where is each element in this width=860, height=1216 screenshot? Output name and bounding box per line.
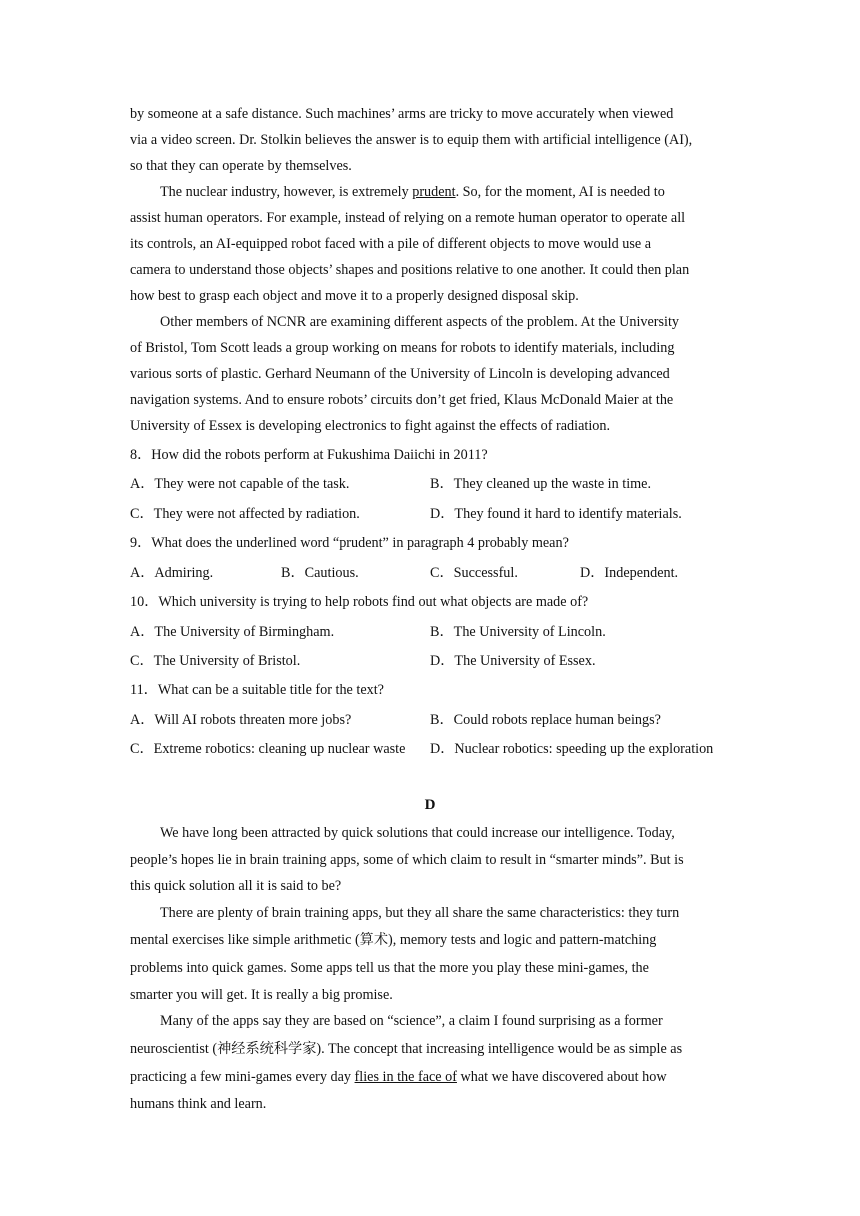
paragraph-line: humans think and learn. (130, 1096, 267, 1112)
paragraph-line: navigation systems. And to ensure robots’ circuits don’t get fried, Klaus McDonald Maier at the (130, 392, 674, 408)
paragraph-line: by someone at a safe distance. Such machines’ arms are tricky to move accurately when viewed (130, 106, 674, 122)
paragraph-line: neuroscientist (神经系统科学家). The concept that increasing intelligence would be as simple as (130, 1041, 683, 1057)
option-b: B．They cleaned up the waste in time. (430, 476, 652, 492)
option-a: A．The University of Birmingham. (130, 624, 335, 640)
text-span: . So, for the moment, AI is needed to (455, 184, 665, 200)
paragraph-line: this quick solution all it is said to be? (130, 878, 342, 894)
text-span: The nuclear industry, however, is extremely (160, 184, 413, 200)
option-b: B．Cautious. (281, 565, 359, 581)
option-d: D．Independent. (580, 565, 679, 581)
paragraph-line: various sorts of plastic. Gerhard Neumann of the University of Lincoln is developing advanced (130, 366, 670, 382)
paragraph-line: University of Essex is developing electronics to fight against the effects of radiation. (130, 418, 611, 434)
paragraph-line: There are plenty of brain training apps, but they all share the same characteristics: they turn (160, 905, 680, 921)
option-c: C．Successful. (430, 565, 518, 581)
question-stem: 10．Which university is trying to help robots find out what objects are made of? (130, 594, 589, 610)
text-span: practicing a few mini-games every day (130, 1069, 355, 1085)
option-d: D．The University of Essex. (430, 653, 596, 669)
option-d: D．They found it hard to identify materials. (430, 506, 682, 522)
paragraph-line (130, 1067, 667, 1087)
paragraph-line: so that they can operate by themselves. (130, 158, 352, 174)
option-c: C．They were not affected by radiation. (130, 506, 360, 522)
option-c: C．Extreme robotics: cleaning up nuclear waste (130, 741, 406, 757)
paragraph-line: mental exercises like simple arithmetic (算术), memory tests and logic and pattern-matching (130, 932, 657, 948)
question-stem: 11．What can be a suitable title for the text? (130, 682, 384, 698)
option-a: A．Will AI robots threaten more jobs? (130, 712, 352, 728)
option-a: A．They were not capable of the task. (130, 476, 350, 492)
paragraph-line: via a video screen. Dr. Stolkin believes the answer is to equip them with artificial intelligence (AI), (130, 132, 693, 148)
paragraph-line: We have long been attracted by quick solutions that could increase our intelligence. Today, (160, 825, 675, 841)
paragraph-line: problems into quick games. Some apps tell us that the more you play these mini-games, the (130, 960, 649, 976)
paragraph-line: Many of the apps say they are based on “science”, a claim I found surprising as a former (160, 1013, 663, 1029)
paragraph-line (160, 182, 665, 202)
paragraph-line: assist human operators. For example, instead of relying on a remote human operator to operate all (130, 210, 686, 226)
option-d: D．Nuclear robotics: speeding up the exploration (430, 741, 714, 757)
option-b: B．The University of Lincoln. (430, 624, 606, 640)
underlined-phrase: flies in the face of (354, 1069, 457, 1085)
option-a: A．Admiring. (130, 565, 214, 581)
paragraph-line: Other members of NCNR are examining different aspects of the problem. At the University (160, 314, 680, 330)
question-stem: 8．How did the robots perform at Fukushima Daiichi in 2011? (130, 447, 488, 463)
text-span: what we have discovered about how (456, 1069, 667, 1085)
option-b: B．Could robots replace human beings? (430, 712, 661, 728)
section-heading: D (424, 797, 436, 813)
paragraph-line: smarter you will get. It is really a big promise. (130, 987, 393, 1003)
paragraph-line: camera to understand those objects’ shapes and positions relative to one another. It could then plan (130, 262, 690, 278)
option-c: C．The University of Bristol. (130, 653, 301, 669)
paragraph-line: people’s hopes lie in brain training apps, some of which claim to result in “smarter minds”. But is (130, 852, 684, 868)
question-stem: 9．What does the underlined word “prudent” in paragraph 4 probably mean? (130, 535, 569, 551)
paragraph-line: how best to grasp each object and move it to a properly designed disposal skip. (130, 288, 579, 304)
underlined-word: prudent (412, 184, 456, 200)
paragraph-line: its controls, an AI-equipped robot faced with a pile of different objects to move would use a (130, 236, 651, 252)
paragraph-line: of Bristol, Tom Scott leads a group working on means for robots to identify materials, including (130, 340, 675, 356)
